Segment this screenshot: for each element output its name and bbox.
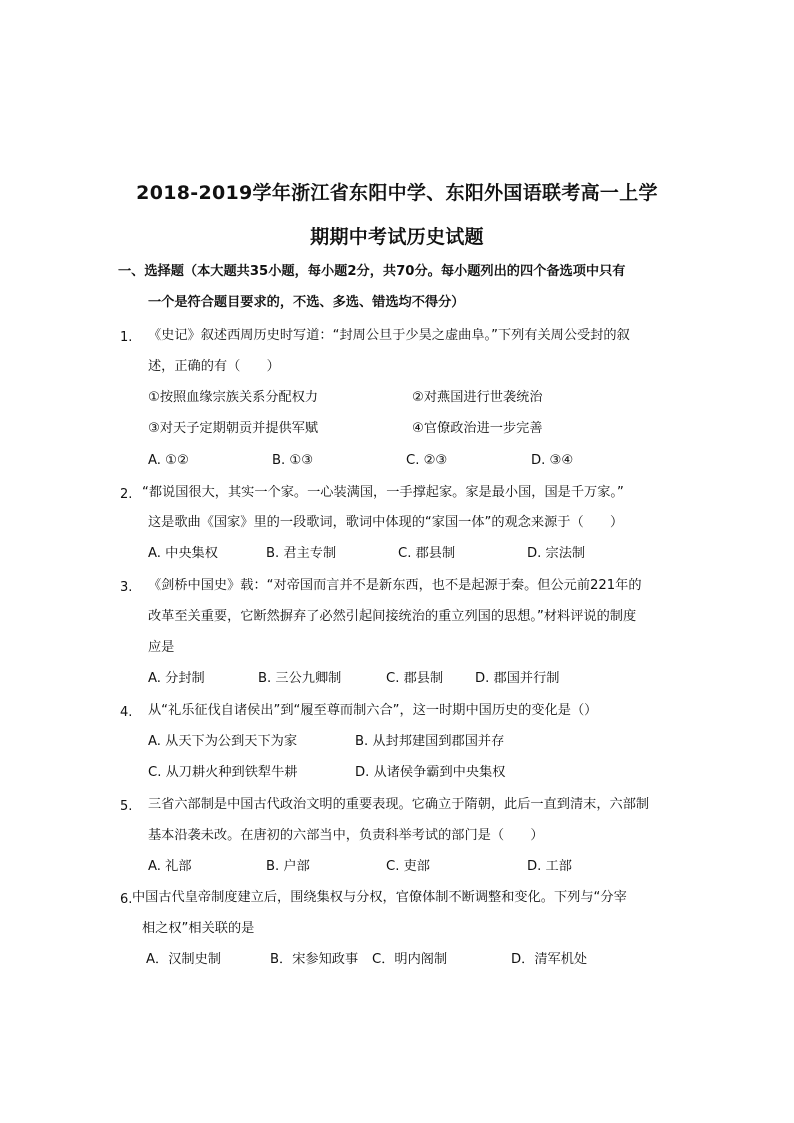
answer-option-a: A. 分封制 bbox=[148, 671, 205, 686]
section-heading-line-2: 一个是符合题目要求的，不选、多选、错选均不得分） bbox=[148, 295, 465, 310]
question-number: 3. bbox=[120, 580, 133, 595]
question-stem-line: 述，正确的有（ ） bbox=[148, 359, 280, 374]
question-stem-line: 这是歌曲《国家》里的一段歌词，歌词中体现的“家国一体”的观念来源于（ ） bbox=[148, 515, 624, 530]
answer-option-d: D. 宗法制 bbox=[527, 546, 586, 561]
question-stem-line: 《剑桥中国史》载：“对帝国而言并不是新东西，也不是起源于秦。但公元前221年的 bbox=[148, 578, 642, 593]
question-stem-line: 从“礼乐征伐自诸侯出”到“履至尊而制六合”，这一时期中国历史的变化是（） bbox=[148, 703, 598, 718]
question-stem-line: 三省六部制是中国古代政治文明的重要表现。它确立于隋朝，此后一直到清末，六部制 bbox=[148, 797, 650, 812]
answer-option-a: A. 礼部 bbox=[148, 859, 192, 874]
section-heading-line-1: 一、选择题（本大题共35小题，每小题2分，共70分。每小题列出的四个备选项中只有 bbox=[118, 264, 626, 279]
question-number: 5. bbox=[120, 799, 133, 814]
answer-option-a: A. 从天下为公到天下为家 bbox=[148, 734, 298, 749]
question-stem-line: 改革至关重要，它断然摒弃了必然引起间接统治的重立列国的思想。”材料评说的制度 bbox=[148, 609, 637, 624]
answer-option-b: B. ①③ bbox=[272, 453, 314, 468]
question-statement: ④官僚政治进一步完善 bbox=[412, 421, 543, 436]
answer-option-a: A．汉制史制 bbox=[146, 952, 221, 967]
answer-option-c: C. 郡县制 bbox=[398, 546, 456, 561]
question-stem-line: 应是 bbox=[148, 640, 175, 655]
answer-option-b: B．宋参知政事 bbox=[270, 952, 359, 967]
answer-option-a: A. ①② bbox=[148, 453, 189, 468]
answer-option-c: C. ②③ bbox=[406, 453, 448, 468]
answer-option-a: A. 中央集权 bbox=[148, 546, 218, 561]
question-stem-line: 中国古代皇帝制度建立后，围绕集权与分权，官僚体制不断调整和变化。下列与“分宰 bbox=[132, 890, 627, 905]
question-statement: ②对燕国进行世袭统治 bbox=[412, 390, 543, 405]
question-number: 1. bbox=[120, 330, 133, 345]
answer-option-d: D. 工部 bbox=[527, 859, 572, 874]
question-stem-line: 相之权”相关联的是 bbox=[142, 921, 255, 936]
question-stem-line: 《史记》叙述西周历史时写道：“封周公旦于少昊之虚曲阜。”下列有关周公受封的叙 bbox=[148, 328, 630, 343]
answer-option-c: C. 从刀耕火种到铁犁牛耕 bbox=[148, 765, 298, 780]
question-number: 4. bbox=[120, 705, 133, 720]
question-number: 6. bbox=[120, 892, 133, 907]
answer-option-c: C. 郡县制 bbox=[386, 671, 444, 686]
question-number: 2. bbox=[120, 487, 133, 502]
answer-option-b: B. 君主专制 bbox=[266, 546, 337, 561]
answer-option-d: D. 郡国并行制 bbox=[475, 671, 560, 686]
question-stem-line: 基本沿袭未改。在唐初的六部当中，负责科举考试的部门是（ ） bbox=[148, 828, 544, 843]
answer-option-d: D. ③④ bbox=[531, 453, 574, 468]
answer-option-d: D. 从诸侯争霸到中央集权 bbox=[355, 765, 506, 780]
answer-option-c: C．明内阁制 bbox=[372, 952, 448, 967]
question-statement: ③对天子定期朝贡并提供军赋 bbox=[148, 421, 319, 436]
answer-option-c: C. 吏部 bbox=[386, 859, 430, 874]
question-stem-line: “都说国很大，其实一个家。一心装满国，一手撑起家。家是最小国，国是千万家。” bbox=[142, 485, 624, 500]
exam-title-line-2: 期期中考试历史试题 bbox=[310, 226, 484, 248]
exam-title-line-1: 2018-2019学年浙江省东阳中学、东阳外国语联考高一上学 bbox=[136, 182, 658, 204]
answer-option-b: B. 三公九卿制 bbox=[258, 671, 342, 686]
answer-option-b: B. 户部 bbox=[266, 859, 310, 874]
question-statement: ①按照血缘宗族关系分配权力 bbox=[148, 390, 319, 405]
answer-option-d: D．清军机处 bbox=[511, 952, 588, 967]
answer-option-b: B. 从封邦建国到郡国并存 bbox=[355, 734, 505, 749]
